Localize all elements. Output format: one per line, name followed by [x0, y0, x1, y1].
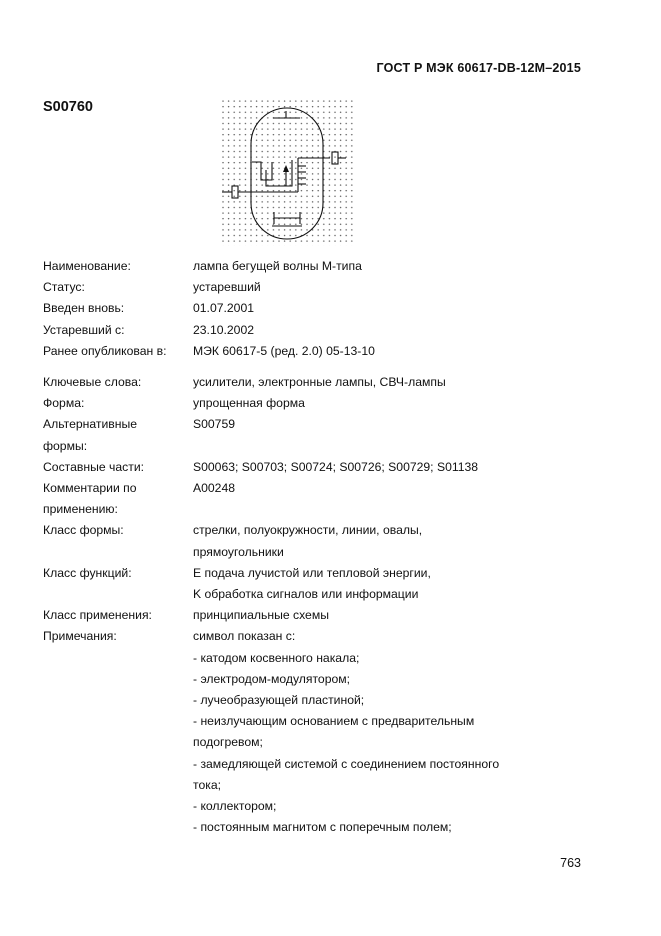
symbol-code: S00760: [43, 99, 93, 115]
field-value: усилители, электронные лампы, СВЧ-лампы: [193, 375, 446, 390]
field-row-application-notes: [43, 478, 603, 520]
field-row-shape-class: [43, 520, 603, 562]
field-label: Примечания:: [43, 629, 117, 644]
field-label: Форма:: [43, 396, 85, 411]
field-row-alternative-forms: [43, 414, 603, 456]
field-value: S00759: [193, 417, 236, 432]
field-value: E подача лучистой или тепловой энергии, K обработка сигналов или информации: [193, 565, 431, 602]
field-row-keywords: [43, 372, 603, 393]
field-label: Альтернативные формы:: [43, 417, 138, 453]
field-label: Статус:: [43, 280, 85, 295]
field-value: лампа бегущей волны М-типа: [193, 259, 362, 273]
field-row-components: [43, 457, 603, 478]
field-row-status: [43, 277, 603, 298]
field-label: Комментарии по применению:: [43, 481, 137, 517]
field-value: принципиальные схемы: [193, 608, 329, 623]
field-value: A00248: [193, 481, 236, 496]
field-label: Ключевые слова:: [43, 375, 142, 390]
field-value: символ показан с: - катодом косвенного накала; - электродом-модулятором; - лучеобразующей пластиной; - неизлучающим основанием с предварительным подогревом; - замедляющей системой с соединением постоянного тока; - коллектором; - постоянным магнитом с поперечным полем;: [193, 629, 500, 835]
field-value: 23.10.2002: [193, 322, 254, 337]
field-label: Наименование:: [43, 259, 131, 273]
field-label: Класс формы:: [43, 523, 124, 538]
field-value: 01.07.2001: [193, 301, 254, 316]
field-label: Класс применения:: [43, 608, 152, 623]
field-row-form: [43, 393, 603, 414]
field-row-introduced: [43, 298, 603, 319]
field-label: Устаревший с:: [43, 322, 125, 337]
field-row-application-class: [43, 605, 603, 626]
field-label: Введен вновь:: [43, 301, 125, 316]
field-label: Ранее опубликован в:: [43, 343, 167, 358]
field-value: упрощенная форма: [193, 396, 305, 411]
page-number: 763: [560, 856, 581, 870]
field-value: S00063; S00703; S00724; S00726; S00729; S01138: [193, 459, 479, 474]
field-row-function-class: [43, 563, 603, 605]
symbol-grid-background: [222, 100, 354, 246]
field-value: устаревший: [193, 280, 261, 295]
traveling-wave-tube-symbol: [222, 100, 354, 246]
field-row-name: [43, 256, 603, 277]
attribute-table: [43, 256, 603, 838]
field-row-remarks: [43, 626, 603, 838]
field-row-previously-published: [43, 341, 603, 362]
field-value: МЭК 60617-5 (ред. 2.0) 05-13-10: [193, 343, 375, 358]
field-label: Класс функций:: [43, 565, 132, 580]
field-value: стрелки, полуокружности, линии, овалы, прямоугольники: [193, 523, 423, 559]
document-header: ГОСТ Р МЭК 60617-DB-12M–2015: [376, 61, 581, 75]
field-row-obsolete-since: [43, 320, 603, 341]
field-label: Составные части:: [43, 459, 145, 474]
